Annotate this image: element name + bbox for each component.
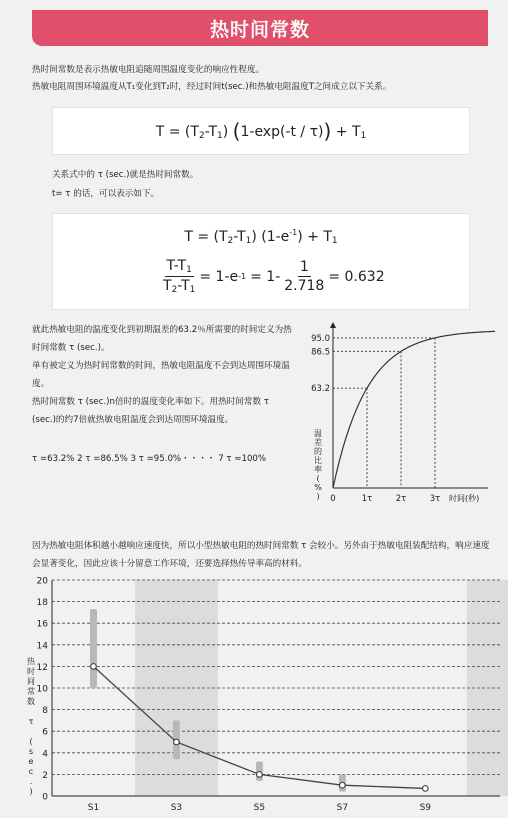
x-tick-label: S3 <box>170 803 183 813</box>
y-tick-label: 4 <box>42 749 48 760</box>
y-axis-label-char: 率 <box>314 465 322 474</box>
y-tick-label: 86.5 <box>311 347 330 358</box>
explanation-p1: 就此热敏电阻的温度变化到初期温差的63.2％所需要的时间定义为热时间常数 τ (sec.)。 <box>32 325 292 353</box>
y-tick-label: 12 <box>36 662 48 673</box>
range-bar <box>90 609 97 688</box>
bottom-text: 因为热敏电阻体积越小越响应速度快，所以小型热敏电阻的热时间常数 τ 会较小。另外由于热敏电阻装配结构，响应速度会显著变化，因此应该十分留意工作环境，还要选择热传导率高的材料。 <box>32 541 490 569</box>
definition-line-1: 关系式中的 τ (sec.)就是热时间常数。 <box>52 170 199 180</box>
intro-line-1: 热时间常数是表示热敏电阻追随周围温度变化的响应性程度。 <box>32 65 265 75</box>
time-constant-chart <box>0 572 508 818</box>
data-point <box>340 782 346 788</box>
x-tick-label: S9 <box>419 803 432 813</box>
y-axis-label-char: 时 <box>27 667 35 676</box>
y-axis-label-char: 差 <box>314 438 322 447</box>
y-tick-label: 95.0 <box>311 333 330 344</box>
data-point <box>91 664 97 670</box>
y-tick-label: 20 <box>36 576 48 587</box>
temperature-curve <box>333 331 495 488</box>
y-axis-label-char: % <box>314 483 322 492</box>
temperature-curve-chart <box>300 318 495 508</box>
y-tick-label: 14 <box>36 641 48 652</box>
y-tick-label: 2 <box>42 770 48 781</box>
y-tick-label: 16 <box>36 619 48 630</box>
explanation-p2: 单有被定义为热时间常数的时间，热敏电阻温度不会到达周围环境温度。 <box>32 361 290 389</box>
y-axis-label-char: s <box>28 747 34 756</box>
y-tick-label: 10 <box>36 684 48 695</box>
y-axis-arrow <box>330 322 336 328</box>
intro-text <box>32 62 492 96</box>
x-tick-label: 3τ <box>429 494 441 504</box>
y-axis-label-char: 温 <box>314 429 322 438</box>
y-axis-label-char: c <box>28 767 34 776</box>
fraction-2: $\frac{1}{2.718}$ <box>284 259 325 294</box>
x-tick-label: 1τ <box>361 494 373 504</box>
page-title: 热时间常数 <box>209 18 310 41</box>
y-tick-label: 18 <box>36 598 48 609</box>
formula-2-line-2: $\frac{T-T_1}{T_2-T_1}$ = 1-e -1 = 1- $\frac{1}{2.718}$ = 0.632 <box>163 258 385 295</box>
y-axis-label-char: 的 <box>314 447 322 456</box>
explanation-text <box>32 321 294 429</box>
explanation-p3: 热时间常数 τ (sec.)n倍时的温度变化率如下。用热时间常数 τ (sec.)的约7倍就热敏电阻温度会到达周围环境温度。 <box>32 397 269 425</box>
formula-box-2 <box>52 213 470 310</box>
y-axis-label-char: 常 <box>27 687 35 696</box>
formula-2-line-1: $T = (T_2-T_1) (1-e^{-1}) + T_1$ <box>184 228 338 246</box>
data-point <box>174 739 180 745</box>
y-axis-label-char: 热 <box>27 657 35 666</box>
page-title-bar <box>32 10 488 46</box>
x-tick-label: 2τ <box>395 494 407 504</box>
y-axis-label-char: ) <box>29 787 33 796</box>
x-tick-label: S1 <box>87 803 100 813</box>
y-axis-label-char: ) <box>316 492 320 501</box>
fraction-1: $\frac{T-T_1}{T_2-T_1}$ <box>163 258 196 295</box>
x-tick-label: 0 <box>330 494 336 504</box>
formula-1: $T = (T_2-T_1)$ $(1-\exp(-t / \tau)) + T_1$ <box>155 119 367 143</box>
x-tick-label: S5 <box>253 803 266 813</box>
definition-text <box>52 166 198 204</box>
y-axis-label-char: 数 <box>27 697 35 706</box>
y-axis-label-char: e <box>28 757 34 766</box>
x-tick-label: S7 <box>336 803 349 813</box>
formula-box-1 <box>52 107 470 155</box>
data-point <box>423 786 429 792</box>
definition-line-2: t= τ 的话，可以表示如下。 <box>52 189 160 199</box>
y-axis-label-char: 间 <box>27 677 35 686</box>
y-axis-label-char: τ <box>28 717 34 726</box>
y-tick-label: 0 <box>42 792 48 803</box>
y-tick-label: 63.2 <box>311 384 330 395</box>
y-tick-label: 8 <box>42 706 48 717</box>
intro-line-2: 热敏电阻周围环境温度从T₁变化到T₂时，经过时间t(sec.)和热敏电阻温度T之间成立以下关系。 <box>32 82 392 92</box>
y-tick-label: 6 <box>42 727 48 738</box>
y-axis-label-char: ( <box>316 474 320 483</box>
data-point <box>257 772 263 778</box>
x-axis-label: 时间(秒) <box>449 494 480 503</box>
y-axis-label-char: . <box>29 777 33 786</box>
y-axis-label-char: ( <box>29 737 33 746</box>
ratio-list: τ =63.2% 2 τ =86.5% 3 τ =95.0%・・・・ 7 τ ≈100% <box>32 454 267 464</box>
y-axis-label-char: 比 <box>314 456 322 465</box>
